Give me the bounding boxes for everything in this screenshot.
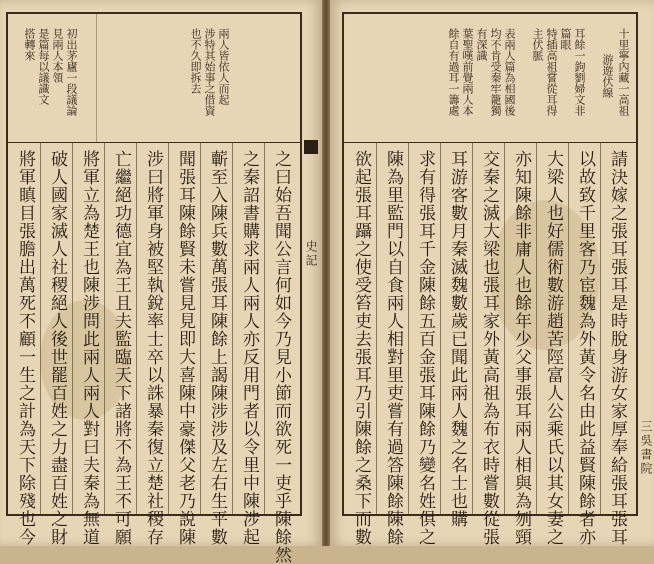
main-text-column: 涉曰將軍身被堅執銳率士卒以誅暴秦復立楚社稷存	[143, 150, 163, 546]
left-commentary-line: 初出茅廬一段議論	[65, 28, 78, 116]
commentary-divider	[96, 14, 97, 142]
main-text-column: 聞張耳陳餘賢未嘗見見即大喜陳中豪傑父老乃說陳	[175, 150, 195, 546]
right-commentary-line: 篇眼	[559, 28, 572, 50]
publisher-margin-label: 三吳書院	[639, 420, 653, 476]
main-text-column: 蘄至入陳兵數萬張耳陳餘上謁陳涉涉及左右生平數	[207, 150, 227, 546]
main-text-column: 之秦詔書購求兩人兩人亦反用門者以令里中陳涉起	[239, 150, 259, 546]
main-text-column: 之曰始吾聞公言何如今乃見小節而欲死一吏乎陳餘然	[271, 150, 291, 564]
main-text-column: 大梁人也好儒術數游趙苦陘富人公乘氏以其女妻之	[543, 150, 563, 546]
left-commentary-line: 涉特其始事之借資	[203, 28, 216, 116]
left-commentary-line: 見兩人本領	[51, 28, 64, 83]
right-commentary-band	[344, 14, 636, 143]
main-text-column: 交秦之滅大梁也張耳家外黃高祖為布衣時嘗數從張	[479, 150, 499, 546]
main-text-column: 以故致千里客乃宦魏為外黃令名由此益賢陳餘者亦	[575, 150, 595, 546]
right-commentary-line: 葉聖嘆前覺兩人本	[461, 28, 474, 116]
main-text-column: 將軍立為楚王也陳涉問此兩人兩人對曰夫秦為無道	[79, 150, 99, 546]
left-commentary-line: 搭轉來	[23, 28, 36, 61]
main-text-column: 破人國家滅人社稷絕人後世罷百姓之力盡百姓之財	[47, 150, 67, 546]
right-commentary-line: 十里寧內藏一高祖	[617, 28, 630, 116]
left-commentary-band	[8, 14, 300, 143]
main-text-column: 陳為里監門以自食兩人相對里吏嘗有過答陳餘陳餘	[383, 150, 403, 546]
right-commentary-line: 表兩人篇為相國後	[503, 28, 516, 116]
main-text-column: 求有得張耳千金陳餘五百金張耳陳餘乃變名姓俱之	[415, 150, 435, 546]
left-page	[0, 0, 322, 564]
main-text-column: 請決嫁之張耳張耳是時脫身游女家厚奉給張耳張耳	[607, 150, 627, 546]
book-gutter	[322, 0, 330, 546]
main-text-column: 耳游客數月秦滅魏數歲已聞此兩人魏之名士也購	[447, 150, 467, 528]
right-commentary-line: 有深識	[475, 28, 488, 61]
left-commentary-line: 是篇每以議識文	[37, 28, 50, 105]
right-commentary-line: 主伏脈	[531, 28, 544, 61]
right-commentary-line: 餘自有過耳一籌處	[447, 28, 460, 116]
right-commentary-line: 游遊伏線	[601, 54, 614, 98]
right-commentary-line: 耳餘一鉤劉婦文非	[573, 28, 586, 116]
main-text-column: 亡繼絕功德宜為王且夫監臨天下諸將不為王不可願	[111, 150, 131, 546]
fishtail-mark	[304, 140, 318, 154]
left-page-frame	[6, 12, 302, 564]
margin-label: 史記	[304, 240, 318, 268]
right-page-frame	[342, 12, 638, 546]
main-text-column: 亦知陳餘非庸人也餘年少父事張耳兩人相與為刎頸	[511, 150, 531, 546]
right-commentary-line: 均不肯受秦牢籠獨	[489, 28, 502, 116]
right-page	[330, 0, 654, 546]
left-commentary-line: 也不久即拆去	[189, 28, 202, 94]
left-commentary-line: 兩人皆依人而起	[217, 28, 230, 105]
main-text-column: 欲起張耳躡之使受笞吏去張耳乃引陳餘之桑下而數	[351, 150, 371, 546]
right-commentary-line: 特插高祖嘗從耳得	[545, 28, 558, 116]
main-text-column: 將軍瞋目張膽出萬死不顧一生之計為天下除殘也今	[15, 150, 35, 546]
